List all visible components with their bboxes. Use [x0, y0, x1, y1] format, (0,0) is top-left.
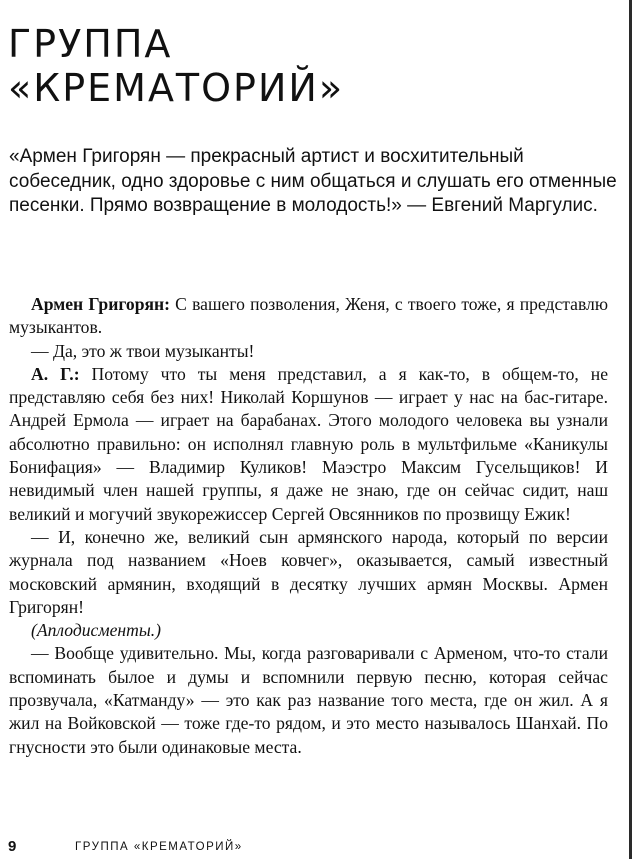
speaker-name: Армен Григорян: — [31, 294, 170, 314]
paragraph-text: — Вообще удивительно. Мы, когда разговаривали с Арменом, что-то стали вспоминать былое и думы и вспомнили первую песню, которая сейчас прозвучала, «Катманду» — это как раз название того места, где он жил. А я жил на Войковской — тоже где-то рядом, и это место называлось Шанхай. По гнусности это были одинаковые места. — [9, 643, 608, 757]
running-head: ГРУППА «КРЕМАТОРИЙ» — [75, 841, 243, 853]
paragraph — [9, 642, 608, 758]
page-number: 9 — [8, 838, 17, 855]
stage-direction — [9, 619, 608, 642]
paragraph-text: С вашего позволения, Женя, с твоего тоже, я представлю музыкантов. — [9, 294, 608, 338]
paragraph-text: — И, конечно же, великий сын армянского народа, который по версии журнала под названием «Ноев ковчег», оказывается, самый известный московский армянин, входящий в десятку лучших армян Москвы. Армен Григорян! — [9, 526, 608, 617]
paragraph-text: — Да, это ж твои музыканты! — [31, 340, 255, 361]
epigraph-quote: «Армен Григорян — прекрасный артист и восхитительный собеседник, одно здоровье с ним общаться и слушать его отменные песенки. Прямо возвращение в молодость!» — Евгений Маргулис. — [9, 146, 617, 216]
chapter-title — [8, 22, 344, 110]
chapter-title-line-1: ГРУППА — [8, 22, 173, 66]
paragraph — [9, 363, 608, 526]
page-footer — [8, 838, 628, 856]
paragraph-text: Потому что ты меня представил, а я как-то, в общем-то, не представляю себя без них! Николай Коршунов — играет у нас на бас-гитаре. Андрей Ермола — играет на барабанах. Этого молодого человека вы узнали абсолютно правильно: он исполнял главную роль в мультфильме «Каникулы Бонифация» — Владимир Куликов! Маэстро Максим Гусельщиков! И невидимый член нашей группы, я даже не знаю, где он сейчас сидит, наш великий и могучий звукорежиссер Сергей Овсянников по прозвищу Ежик! — [9, 363, 609, 524]
speaker-name: А. Г.: — [31, 363, 80, 384]
interview-body — [9, 293, 608, 759]
paragraph-text: (Аплодисменты.) — [31, 620, 162, 641]
paragraph — [9, 340, 608, 363]
paragraph — [9, 293, 608, 340]
chapter-title-line-2: «КРЕМАТОРИЙ» — [8, 66, 345, 110]
paragraph — [9, 526, 608, 619]
